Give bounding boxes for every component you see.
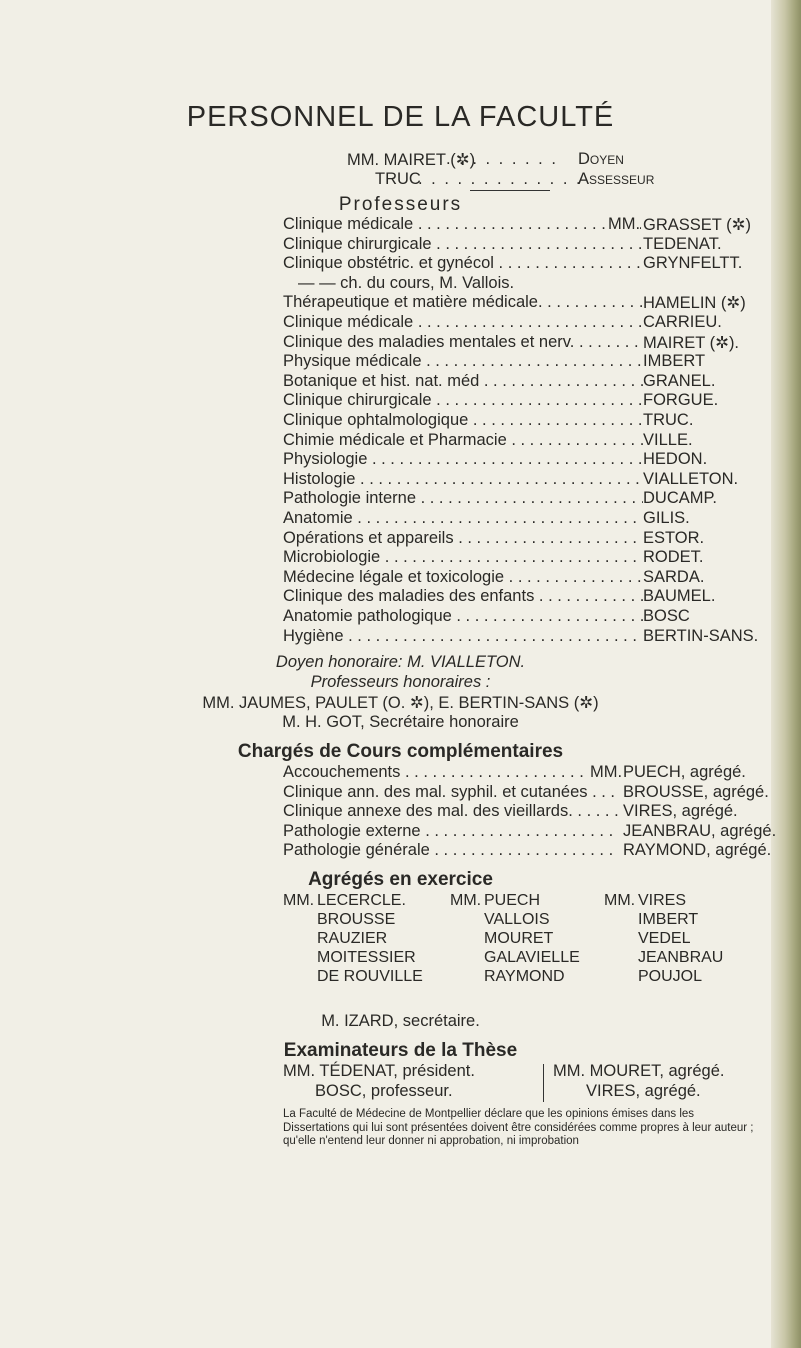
professor-name: TRUC. xyxy=(643,411,694,429)
professor-chair: Opérations et appareils . . . xyxy=(283,529,643,548)
professor-name: GILIS. xyxy=(643,509,690,527)
agrege-name: IMBERT xyxy=(638,911,699,928)
complementary-course: Clinique annexe des mal. des vieillards. . . . xyxy=(283,802,618,821)
agrege-name: VIRES xyxy=(638,892,687,909)
professor-chair: Pathologie interne . . . xyxy=(283,489,643,508)
professor-chair: Anatomie pathologique . . . xyxy=(283,607,643,626)
examiner-right-1: MM. MOURET, agrégé. xyxy=(553,1062,725,1080)
page-title: PERSONNEL DE LA FACULTÉ xyxy=(186,101,615,133)
professor-chair: Physiologie . . . xyxy=(283,450,643,469)
complementary-prefix: MM. xyxy=(587,763,622,782)
agrege-name: VEDEL xyxy=(638,930,691,947)
professor-chair: Physique médicale . . . xyxy=(283,352,643,371)
agreges-prefix: MM. xyxy=(450,892,482,909)
professor-name: GRANEL. xyxy=(643,371,716,390)
examiner-right-2: VIRES, agrégé. xyxy=(586,1082,701,1100)
complementary-heading: Chargés de Cours complémentaires xyxy=(237,741,564,762)
agrege-name: MOITESSIER xyxy=(317,949,416,966)
agrege-name: MOURET xyxy=(484,930,554,947)
professor-chair: Clinique chirurgicale . . . xyxy=(283,235,643,254)
complementary-name: PUECH, agrégé. xyxy=(623,763,746,781)
professor-name: BERTIN-SANS. xyxy=(643,626,759,645)
professor-chair: Clinique médicale . . . xyxy=(283,215,643,234)
dean-name: MM. MAIRET (✲) xyxy=(347,151,476,169)
professor-name: ESTOR. xyxy=(643,528,705,547)
professor-name: DUCAMP. xyxy=(643,489,717,508)
professor-name: TEDENAT. xyxy=(643,234,722,253)
professor-name: GRASSET (✲) xyxy=(643,216,751,234)
agreges-prefix: MM. xyxy=(283,892,315,909)
agrege-name: GALAVIELLE xyxy=(484,949,580,966)
agrege-name: LECERCLE. xyxy=(317,892,406,909)
professor-chair: Hygiène . . . xyxy=(283,627,643,646)
complementary-course: Clinique ann. des mal. syphil. et cutanées . . . xyxy=(283,783,618,802)
honorary-heading: Professeurs honoraires : xyxy=(310,673,491,691)
professor-chair: Histologie . . . xyxy=(283,470,643,489)
professor-chair: Thérapeutique et matière médicale. . . . xyxy=(283,293,643,312)
professor-chair: Clinique obstétric. et gynécol . . . xyxy=(283,254,643,273)
professor-chair: Anatomie . . . xyxy=(283,509,643,528)
professor-name: VILLE. xyxy=(643,430,693,449)
professor-chair: Clinique des maladies mentales et nerv. . . . xyxy=(283,333,643,352)
professor-chair: Clinique chirurgicale . . . xyxy=(283,391,643,410)
professor-chair: Botanique et hist. nat. méd . . . xyxy=(283,372,643,391)
agreges-heading: Agrégés en exercice xyxy=(308,869,493,890)
examiner-left-1: MM. TÉDENAT, président. xyxy=(283,1062,475,1080)
agrege-name: RAUZIER xyxy=(317,930,388,947)
honorary-secretary: M. H. GOT, Secrétaire honoraire xyxy=(282,713,519,731)
professor-chair: Clinique des maladies des enfants . . . xyxy=(283,587,643,606)
professor-chair: Chimie médicale et Pharmacie . . . xyxy=(283,431,643,450)
divider xyxy=(470,190,550,191)
assessor-name: TRUC xyxy=(375,170,421,188)
disclaimer: La Faculté de Médecine de Montpellier déclare que les opinions émises dans les Dissertations qui lui sont présentées doivent être considérées comme propres à leur auteur ; qu'elle n'entend leur donner ni approbation, ni improbation xyxy=(283,1108,754,1147)
professor-name: HEDON. xyxy=(643,450,708,469)
professor-name: HAMELIN (✲) xyxy=(643,294,746,313)
professor-name: RODET. xyxy=(643,548,704,567)
examiners-divider xyxy=(543,1064,544,1102)
professor-name: MAIRET (✲). xyxy=(643,333,740,352)
agrege-name: POUJOL xyxy=(638,968,703,985)
professor-name: FORGUE. xyxy=(643,391,719,410)
professor-name: BAUMEL. xyxy=(643,587,716,606)
complementary-course: Pathologie générale . . . xyxy=(283,841,618,860)
professor-name: VIALLETON. xyxy=(643,469,739,488)
professor-prefix: MM. xyxy=(605,215,640,234)
professor-chair: Microbiologie . . . xyxy=(283,548,643,567)
professor-chair: — — ch. du cours, M. Vallois. xyxy=(298,273,515,292)
complementary-course: Accouchements . . . xyxy=(283,763,618,782)
complementary-name: VIRES, agrégé. xyxy=(623,802,738,821)
professor-chair: Médecine légale et toxicologie . . . xyxy=(283,568,643,587)
agrege-name: DE ROUVILLE xyxy=(317,968,423,985)
honorary-names: MM. JAUMES, PAULET (O. ✲), E. BERTIN-SANS (✲) xyxy=(202,694,599,712)
examiners-heading: Examinateurs de la Thèse xyxy=(283,1040,518,1061)
assessor-role: Assesseur xyxy=(578,170,655,188)
complementary-course: Pathologie externe . . . xyxy=(283,822,618,841)
professor-name: CARRIEU. xyxy=(643,313,722,331)
agrege-name: JEANBRAU xyxy=(638,949,724,966)
complementary-name: JEANBRAU, agrégé. xyxy=(623,821,777,840)
professors-heading: Professeurs xyxy=(338,194,463,215)
honorary-dean: Doyen honoraire: M. VIALLETON. xyxy=(275,653,526,671)
professor-name: SARDA. xyxy=(643,567,705,586)
professor-name: GRYNFELTT. xyxy=(643,254,743,273)
complementary-name: BROUSSE, agrégé. xyxy=(623,782,769,801)
agreges-prefix: MM. xyxy=(604,892,636,909)
agrege-name: BROUSSE xyxy=(317,911,396,928)
agrege-name: PUECH xyxy=(484,892,541,909)
professor-chair: Clinique médicale . . . xyxy=(283,313,643,332)
professor-name: BOSC xyxy=(643,607,690,625)
examiner-left-2: BOSC, professeur. xyxy=(315,1082,453,1100)
professor-chair: Clinique ophtalmologique . . . xyxy=(283,411,643,430)
document-page: PERSONNEL DE LA FACULTÉ MM. MAIRET (✲) . . . . . . . . . Doyen TRUC . . . . . . . . . . . . . Assesseur Professeurs Clinique médicale . . . MM. GRASSET (✲) Clinique chirurgicale . . . TEDENAT. Clinique obstétric. et gynécol . . . GRYNFELTT. — — ch. du cours, M. Vallois. Thérapeutique et matière médicale. . . . HAMELIN (✲) Clinique médicale . . . CARRIEU. Clinique des maladies mentales et nerv. . . . MAIRET (✲). Physique médicale . . . IMBERT Botanique et hist. nat. méd . . . GRANEL. Clinique chirurgicale . . . FORGUE. Clinique ophtalmologique . . . TRUC. Chimie médicale et Pharmacie . . . VILLE. Physiologie . . . HEDON. Histologie . . . VIALLETON. Pathologie interne . . . DUCAMP. Anatomie . . . GILIS. Opérations et appareils . . . ESTOR. Microbiologie . . . RODET. Médecine légale et toxicologie . . . SARDA. Clinique des maladies des enfants . . . BAUMEL. Anatomie pathologique . . . BOSC Hygiène . . . BERTIN-SANS. Doyen honoraire: M. VIALLETON. Professeurs honoraires : MM. JAUMES, PAULET (O. ✲), E. BERTIN-SANS (✲) M. H. GOT, Secrétaire honoraire Chargés de Cours complémentaires Accouchements . . . MM. PUECH, agrégé. Clinique ann. des mal. syphil. et cutanées . . . BROUSSE, agrégé. Clinique annexe des mal. des vieillards. . . . VIRES, agrégé. Pathologie externe . . . JEANBRAU, agrégé. Pathologie générale . . . RAYMOND, agrégé. Agrégés en exercice MM. LECERCLE. BROUSSE RAUZIER MOITESSIER DE ROUVILLE MM. PUECH VALLOIS MOURET GALAVIELLE RAYMOND MM. VIRES IMBERT VEDEL JEANBRAU POUJOL M. IZARD, secrétaire. Examinateurs de la Thèse MM. TÉDENAT, président. BOSC, professeur. MM. MOURET, agrégé. VIRES, agrégé. La Faculté de Médecine de Montpellier déclare que les opinions émises dans les Dissertations qui lui sont présentées doivent être considérées comme propres à leur auteur ; qu'elle n'entend leur donner ni approbation, ni improbation xyxy=(0,0,801,1348)
professor-name: IMBERT xyxy=(643,352,706,371)
dean-role: Doyen xyxy=(578,150,624,168)
agrege-name: RAYMOND xyxy=(484,968,565,985)
agrege-name: VALLOIS xyxy=(484,911,550,928)
secretary: M. IZARD, secrétaire. xyxy=(321,1012,480,1030)
complementary-name: RAYMOND, agrégé. xyxy=(623,841,772,860)
